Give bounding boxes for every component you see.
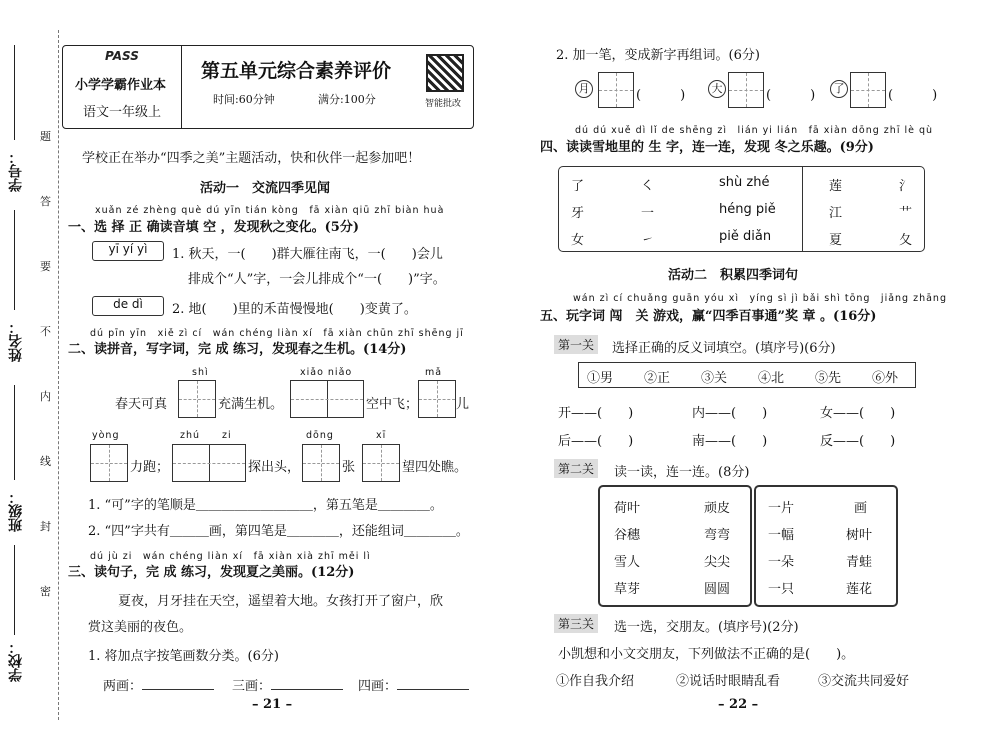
- option: ⑤先: [815, 371, 842, 386]
- q2-text: 儿: [456, 397, 470, 412]
- antonym-item[interactable]: 反——( ): [820, 434, 896, 449]
- q2-text: 空中飞；: [366, 397, 419, 412]
- char-circle: 月: [575, 80, 593, 98]
- writing-grid[interactable]: [290, 380, 364, 418]
- level-2-instruction: 读一读，连一连。(8分): [614, 465, 750, 480]
- stroke-name[interactable]: héng piě: [719, 202, 776, 217]
- q2-sub-2: 2. “四”字共有＿＿＿画，第四笔是＿＿＿＿，还能组词＿＿＿＿。: [88, 524, 469, 539]
- pinyin-label: xiǎo niǎo: [300, 367, 353, 378]
- antonym-item[interactable]: 开——( ): [558, 406, 634, 421]
- q1-pinyin-options-2: de dì: [92, 296, 164, 316]
- q2-text: 探出头，: [248, 460, 301, 475]
- pinyin-label: yòng: [92, 430, 120, 441]
- seal-char: 密: [40, 585, 51, 598]
- writing-grid[interactable]: [362, 444, 400, 482]
- header-box: [62, 45, 474, 129]
- option: ④北: [758, 371, 785, 386]
- char-item[interactable]: 江: [829, 206, 843, 221]
- antonym-item[interactable]: 南——( ): [692, 434, 768, 449]
- word-blank[interactable]: ( ): [636, 88, 686, 103]
- seal-char: 内: [40, 390, 51, 403]
- word-item[interactable]: 青蛙: [846, 555, 873, 570]
- q2-heading: 二、读拼音，写字词，完 成 练习，发现春之生机。(14分): [68, 342, 407, 357]
- choice-option[interactable]: ③交流共同爱好: [818, 674, 910, 689]
- char-circle: 了: [830, 80, 848, 98]
- char-item[interactable]: 牙: [571, 206, 585, 221]
- q3-pinyin: dú jù zi wán chéng liàn xí fā xiàn xià zhī měi lì: [90, 551, 371, 562]
- seal-char: 要: [40, 260, 51, 273]
- qr-code-icon[interactable]: [426, 54, 464, 92]
- antonym-item[interactable]: 女——( ): [820, 406, 896, 421]
- seal-char: 不: [40, 325, 51, 338]
- q4-pinyin: dú dú xuě dì lǐ de shēng zì lián yi lián fā xiàn dōng zhī lè qù: [575, 125, 934, 136]
- level-3-tag: 第三关: [554, 614, 598, 633]
- page-title: 第五单元综合素养评价: [201, 60, 392, 82]
- pinyin-label: shì: [192, 367, 209, 378]
- word-item[interactable]: 一片: [768, 501, 795, 516]
- word-item[interactable]: 一只: [768, 582, 795, 597]
- word-item[interactable]: 一幅: [768, 528, 795, 543]
- activity-1-title: 活动一 交流四季见闻: [200, 181, 331, 196]
- seal-char: 答: [40, 195, 51, 208]
- q2-text: 望四处瞧。: [402, 460, 468, 475]
- writing-grid[interactable]: [728, 72, 764, 108]
- school-line: [14, 545, 15, 635]
- q1-item-1a: 1. 秋天，一( )群大雁往南飞，一( )会儿: [172, 247, 443, 262]
- writing-grid[interactable]: [90, 444, 128, 482]
- level-3-question: 小凯想和小文交朋友，下列做法不正确的是( )。: [558, 647, 855, 662]
- q5-pinyin: wán zì cí chuǎng guān yóu xì yíng sì jì bǎi shì tōng jiǎng zhāng: [573, 293, 947, 304]
- q3-paragraph-2: 赏这美丽的夜色。: [88, 620, 193, 635]
- q3-sub-1: 1. 将加点字按笔画数分类。(6分): [88, 649, 279, 664]
- q2-text: 春天可真: [115, 397, 168, 412]
- writing-grid[interactable]: [172, 444, 246, 482]
- answer-blank[interactable]: [271, 689, 343, 690]
- q1-item-1b: 排成个“人”字，一会儿排成个“一( )”字。: [188, 272, 446, 287]
- intro-text: 学校正在举办“四季之美”主题活动，快和伙伴一起参加吧！: [82, 151, 421, 166]
- antonym-item[interactable]: 内——( ): [692, 406, 768, 421]
- word-item[interactable]: 顽皮: [704, 501, 731, 516]
- writing-grid[interactable]: [850, 72, 886, 108]
- word-item[interactable]: 圆圆: [704, 582, 731, 597]
- word-item[interactable]: 草芽: [614, 582, 641, 597]
- pass-logo: PASS: [105, 49, 139, 63]
- radical-item[interactable]: 氵: [899, 179, 913, 194]
- q3-paragraph-1: 夏夜，月牙挂在天空，遥望着大地。女孩打开了窗户，欣: [118, 594, 444, 609]
- q1-item-2: 2. 地( )里的禾苗慢慢地( )变黄了。: [172, 302, 417, 317]
- q2-text: 充满生机。: [218, 397, 284, 412]
- word-item[interactable]: 一朵: [768, 555, 795, 570]
- class-line: [14, 385, 15, 480]
- word-blank[interactable]: ( ): [888, 88, 938, 103]
- pinyin-label: dōng: [306, 430, 334, 441]
- word-item[interactable]: 树叶: [846, 528, 873, 543]
- choice-option[interactable]: ②说话时眼睛乱看: [676, 674, 781, 689]
- add-stroke-row: [575, 80, 593, 98]
- option: ③关: [701, 371, 728, 386]
- stroke-name[interactable]: piě diǎn: [719, 229, 772, 244]
- stroke-item[interactable]: ㇛: [641, 179, 655, 194]
- answer-blank[interactable]: [142, 689, 214, 690]
- radical-item[interactable]: 艹: [899, 206, 913, 221]
- name-line: [14, 210, 15, 310]
- q1-pinyin: xuǎn zé zhèng què dú yīn tián kòng fā xiàn qiū zhī biàn huà: [95, 205, 445, 216]
- level-3-instruction: 选一选，交朋友。(填序号)(2分): [614, 620, 799, 635]
- word-item[interactable]: 尖尖: [704, 555, 731, 570]
- char-item[interactable]: 夏: [829, 233, 843, 248]
- stroke-name[interactable]: shù zhé: [719, 175, 770, 190]
- class-label: 班级：: [8, 490, 24, 532]
- cut-line: [58, 30, 59, 720]
- q1-heading: 一、选 择 正 确读音填 空 ，发现秋之变化。(5分): [68, 220, 359, 235]
- writing-grid[interactable]: [598, 72, 634, 108]
- q2-text: 张: [342, 460, 356, 475]
- q3-category: [103, 675, 214, 694]
- seal-char: 题: [40, 130, 51, 143]
- level-1-instruction: 选择正确的反义词填空。(填序号)(6分): [612, 341, 836, 356]
- word-item[interactable]: 谷穗: [614, 528, 641, 543]
- pinyin-label: mǎ: [425, 367, 443, 378]
- table-divider: [802, 167, 803, 251]
- name-label: 姓名：: [8, 320, 24, 362]
- pinyin-label: zhú: [180, 430, 201, 441]
- option-box: [578, 362, 916, 388]
- word-item[interactable]: 荷叶: [614, 501, 641, 516]
- qr-label: 智能批改: [425, 99, 462, 109]
- char-item[interactable]: 莲: [829, 179, 843, 194]
- word-item[interactable]: 弯弯: [704, 528, 731, 543]
- page-number-right: – 22 –: [718, 697, 759, 712]
- page-number-left: – 21 –: [252, 697, 293, 712]
- q1-pinyin-options-1: yī yí yì: [92, 241, 164, 261]
- q5-heading: 五、玩字词 闯 关 游戏，赢“四季百事通”奖 章 。(16分): [540, 309, 877, 324]
- stroke-item[interactable]: 一: [641, 206, 655, 221]
- binding-sidebar: [0, 0, 62, 743]
- r2-heading: 2. 加一笔，变成新字再组词。(6分): [556, 48, 760, 63]
- pinyin-label: xī: [376, 430, 387, 441]
- writing-grid[interactable]: [178, 380, 216, 418]
- id-label: 学号：: [8, 150, 24, 192]
- answer-blank[interactable]: [397, 689, 469, 690]
- grade-label: 语文一年级上: [83, 105, 162, 120]
- q4-match-table: [558, 166, 925, 252]
- level-2-tag: 第二关: [554, 459, 598, 478]
- option: ①男: [587, 371, 614, 386]
- writing-grid[interactable]: [302, 444, 340, 482]
- q3-heading: 三、读句子，完 成 练习，发现夏之美丽。(12分): [68, 565, 355, 580]
- activity-2-title: 活动二 积累四季词句: [668, 268, 799, 283]
- level-1-tag: 第一关: [554, 335, 598, 354]
- word-item[interactable]: 画: [854, 501, 868, 516]
- writing-grid[interactable]: [418, 380, 456, 418]
- word-blank[interactable]: ( ): [766, 88, 816, 103]
- q3-category: [358, 675, 469, 694]
- match-box-left: [598, 485, 752, 607]
- char-item[interactable]: 了: [571, 179, 585, 194]
- q3-category: [232, 675, 343, 694]
- option: ⑥外: [872, 371, 899, 386]
- seal-char: 线: [40, 455, 51, 468]
- book-name: 小学学霸作业本: [75, 78, 167, 93]
- seal-char: 封: [40, 520, 51, 533]
- id-line: [14, 45, 15, 140]
- score-label: 满分:100分: [318, 93, 376, 106]
- category-label: 两画：: [103, 679, 143, 694]
- q4-heading: 四、读读雪地里的 生 字，连一连，发现 冬之乐趣。(9分): [540, 140, 874, 155]
- category-label: 四画：: [358, 679, 398, 694]
- school-label: 学校：: [8, 640, 24, 682]
- time-label: 时间:60分钟: [213, 93, 275, 106]
- word-item[interactable]: 莲花: [846, 582, 873, 597]
- q2-text: 力跑；: [130, 460, 170, 475]
- q2-sub-1: 1. “可”字的笔顺是＿＿＿＿＿＿＿＿＿，第五笔是＿＿＿＿。: [88, 498, 443, 513]
- match-box-right: [754, 485, 898, 607]
- radical-item[interactable]: 夂: [899, 233, 913, 248]
- char-circle: 大: [708, 80, 726, 98]
- antonym-item[interactable]: 后——( ): [558, 434, 634, 449]
- stroke-item[interactable]: ㇀: [641, 233, 655, 248]
- choice-option[interactable]: ①作自我介绍: [556, 674, 635, 689]
- char-item[interactable]: 女: [571, 233, 585, 248]
- option: ②正: [644, 371, 671, 386]
- word-item[interactable]: 雪人: [614, 555, 641, 570]
- pinyin-label: zi: [222, 430, 232, 441]
- header-divider: [181, 46, 182, 128]
- category-label: 三画：: [232, 679, 272, 694]
- q2-pinyin: dú pīn yīn xiě zì cí wán chéng liàn xí fā xiàn chūn zhī shēng jī: [90, 328, 464, 339]
